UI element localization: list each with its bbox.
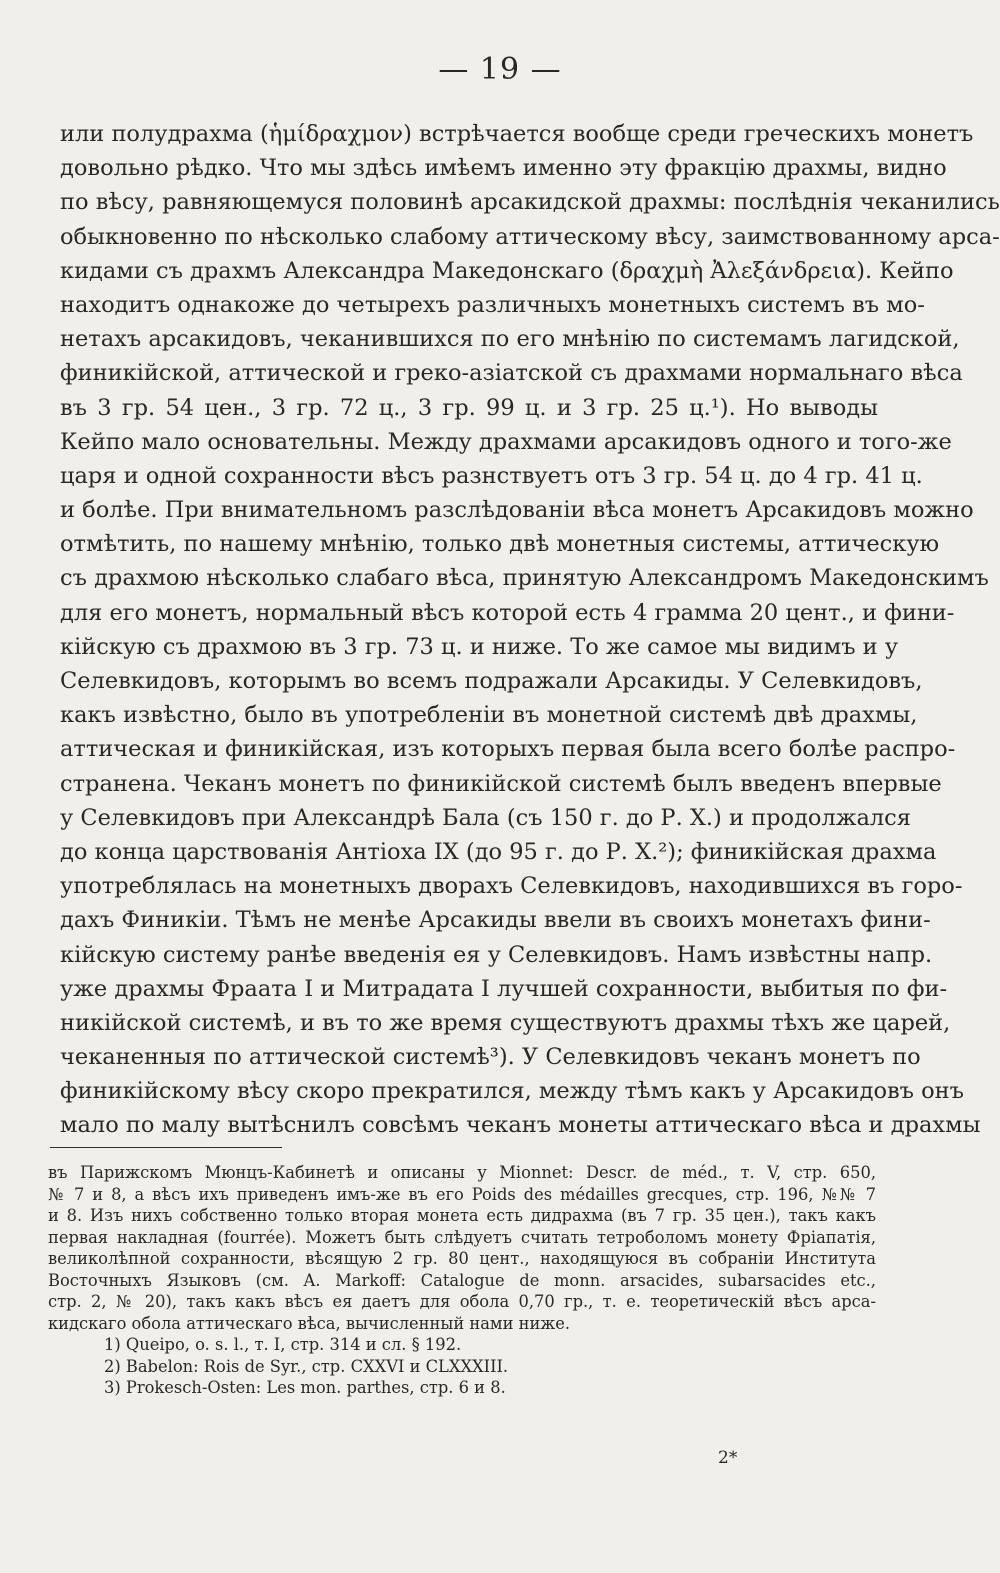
footnotes-section xyxy=(48,1162,876,1399)
text-line: мало по малу вытѣснилъ совсѣмъ чеканъ монеты аттическаго вѣса и драхмы xyxy=(60,1112,981,1139)
text-line: въ 3 гр. 54 цен., 3 гр. 72 ц., 3 гр. 99 ц. и 3 гр. 25 ц.¹). Но выводы xyxy=(60,394,878,421)
text-line: какъ извѣстно, было въ употребленіи въ монетной системѣ двѣ драхмы, xyxy=(60,702,918,729)
text-line: съ драхмою нѣсколько слабаго вѣса, принятую Александромъ Македонскимъ xyxy=(60,565,989,592)
footnote-item: 2) Babelon: Rois de Syr., стр. CXXVI и CLXXXIII. xyxy=(104,1356,509,1376)
footnote-line: кидскаго обола аттическаго вѣса, вычисленный нами ниже. xyxy=(48,1313,571,1333)
text-line: кійскую съ драхмою въ 3 гр. 73 ц. и ниже. То же самое мы видимъ и у xyxy=(60,633,899,660)
text-line: у Селевкидовъ при Александрѣ Бала (съ 150 г. до Р. Х.) и продолжался xyxy=(60,804,911,831)
footnote-list xyxy=(48,1334,876,1399)
text-line: обыкновенно по нѣсколько слабому аттическому вѣсу, заимствованному арса- xyxy=(60,223,1000,250)
text-line: находитъ однакоже до четырехъ различныхъ монетныхъ системъ въ мо- xyxy=(60,291,925,318)
footnote-item: 1) Queipo, o. s. l., т. I, стр. 314 и сл. § 192. xyxy=(104,1335,462,1354)
signature-mark: 2* xyxy=(718,1448,738,1468)
footnote-line: первая накладная (fourrée). Можетъ быть слѣдуетъ считать тетроболомъ монету Фріапатія, xyxy=(48,1227,876,1247)
footnote-divider xyxy=(50,1147,282,1148)
footnote-line: № 7 и 8, а вѣсъ ихъ приведенъ имъ-же въ его Poids des médailles grecques, стр. 196, №№ 7 xyxy=(48,1184,876,1204)
text-line: царя и одной сохранности вѣсъ разнствуетъ отъ 3 гр. 54 ц. до 4 гр. 41 ц. xyxy=(60,462,923,489)
text-line: до конца царствованія Антіоха IX (до 95 г. до Р. Х.²); финикійская драхма xyxy=(60,838,937,865)
text-line: для его монетъ, нормальный вѣсъ которой есть 4 грамма 20 цент., и фини- xyxy=(60,599,955,626)
text-line: по вѣсу, равняющемуся половинѣ арсакидской драхмы: послѣднія чеканились xyxy=(60,189,1000,216)
footnote-line: въ Парижскомъ Мюнцъ-Кабинетѣ и описаны у Mionnet: Descr. de méd., т. V, стр. 650, xyxy=(48,1163,876,1182)
text-line: никійской системѣ, и въ то же время существуютъ драхмы тѣхъ же царей, xyxy=(60,1009,951,1036)
text-line: отмѣтить, по нашему мнѣнію, только двѣ монетныя системы, аттическую xyxy=(60,531,940,558)
page-number: — 19 — xyxy=(438,52,562,87)
text-line: финикійской, аттической и греко-азіатской съ драхмами нормальнаго вѣса xyxy=(60,360,963,387)
text-line: кійскую систему ранѣе введенія ея у Селевкидовъ. Намъ извѣстны напр. xyxy=(60,941,933,968)
footnote-item: 3) Prokesch-Osten: Les mon. parthes, стр. 6 и 8. xyxy=(104,1378,506,1397)
text-line: нетахъ арсакидовъ, чеканившихся по его мнѣнію по системамъ лагидской, xyxy=(60,326,960,353)
text-line: и болѣе. При внимательномъ разслѣдованіи вѣса монетъ Арсакидовъ можно xyxy=(60,497,974,524)
main-text xyxy=(60,117,1000,1143)
footnote-line: великолѣпной сохранности, вѣсящую 2 гр. 80 цент., находящуюся въ собраніи Института xyxy=(48,1249,876,1268)
footnote-continuation xyxy=(48,1162,876,1334)
text-line: аттическая и финикійская, изъ которыхъ первая была всего болѣе распро- xyxy=(60,736,956,763)
text-line: или полудрахма (ἡμίδραχμον) встрѣчается вообще среди греческихъ монетъ xyxy=(60,121,974,147)
footnote-line: стр. 2, № 20), такъ какъ вѣсъ ея даетъ для обола 0,70 гр., т. е. теоретическій вѣсъ арса- xyxy=(48,1292,876,1311)
text-line: употреблялась на монетныхъ дворахъ Селевкидовъ, находившихся въ горо- xyxy=(60,873,963,900)
text-line: кидами съ драхмъ Александра Македонскаго (δραχμὴ Ἀλεξάνδρεια). Кейпо xyxy=(60,257,954,284)
text-line: странена. Чеканъ монетъ по финикійской системѣ былъ введенъ впервые xyxy=(60,770,942,797)
text-line: чеканенныя по аттической системѣ³). У Селевкидовъ чеканъ монетъ по xyxy=(60,1044,921,1071)
footnote-line: и 8. Изъ нихъ собственно только вторая монета есть дидрахма (въ 7 гр. 35 цен.), такъ какъ xyxy=(48,1206,876,1225)
text-line: уже драхмы Фраата I и Митрадата I лучшей сохранности, выбитыя по фи- xyxy=(60,975,948,1002)
footnote-line: Восточныхъ Языковъ (см. A. Markoff: Catalogue de monn. arsacides, subarsacides etc., xyxy=(48,1270,876,1290)
text-line: Селевкидовъ, которымъ во всемъ подражали Арсакиды. У Селевкидовъ, xyxy=(60,668,923,694)
text-line: довольно рѣдко. Что мы здѣсь имѣемъ именно эту фракцію драхмы, видно xyxy=(60,155,947,182)
text-line: финикійскому вѣсу скоро прекратился, между тѣмъ какъ у Арсакидовъ онъ xyxy=(60,1078,964,1105)
text-line: дахъ Финикіи. Тѣмъ не менѣе Арсакиды ввели въ своихъ монетахъ фини- xyxy=(60,907,931,934)
text-line: Кейпо мало основательны. Между драхмами арсакидовъ одного и того-же xyxy=(60,428,952,455)
